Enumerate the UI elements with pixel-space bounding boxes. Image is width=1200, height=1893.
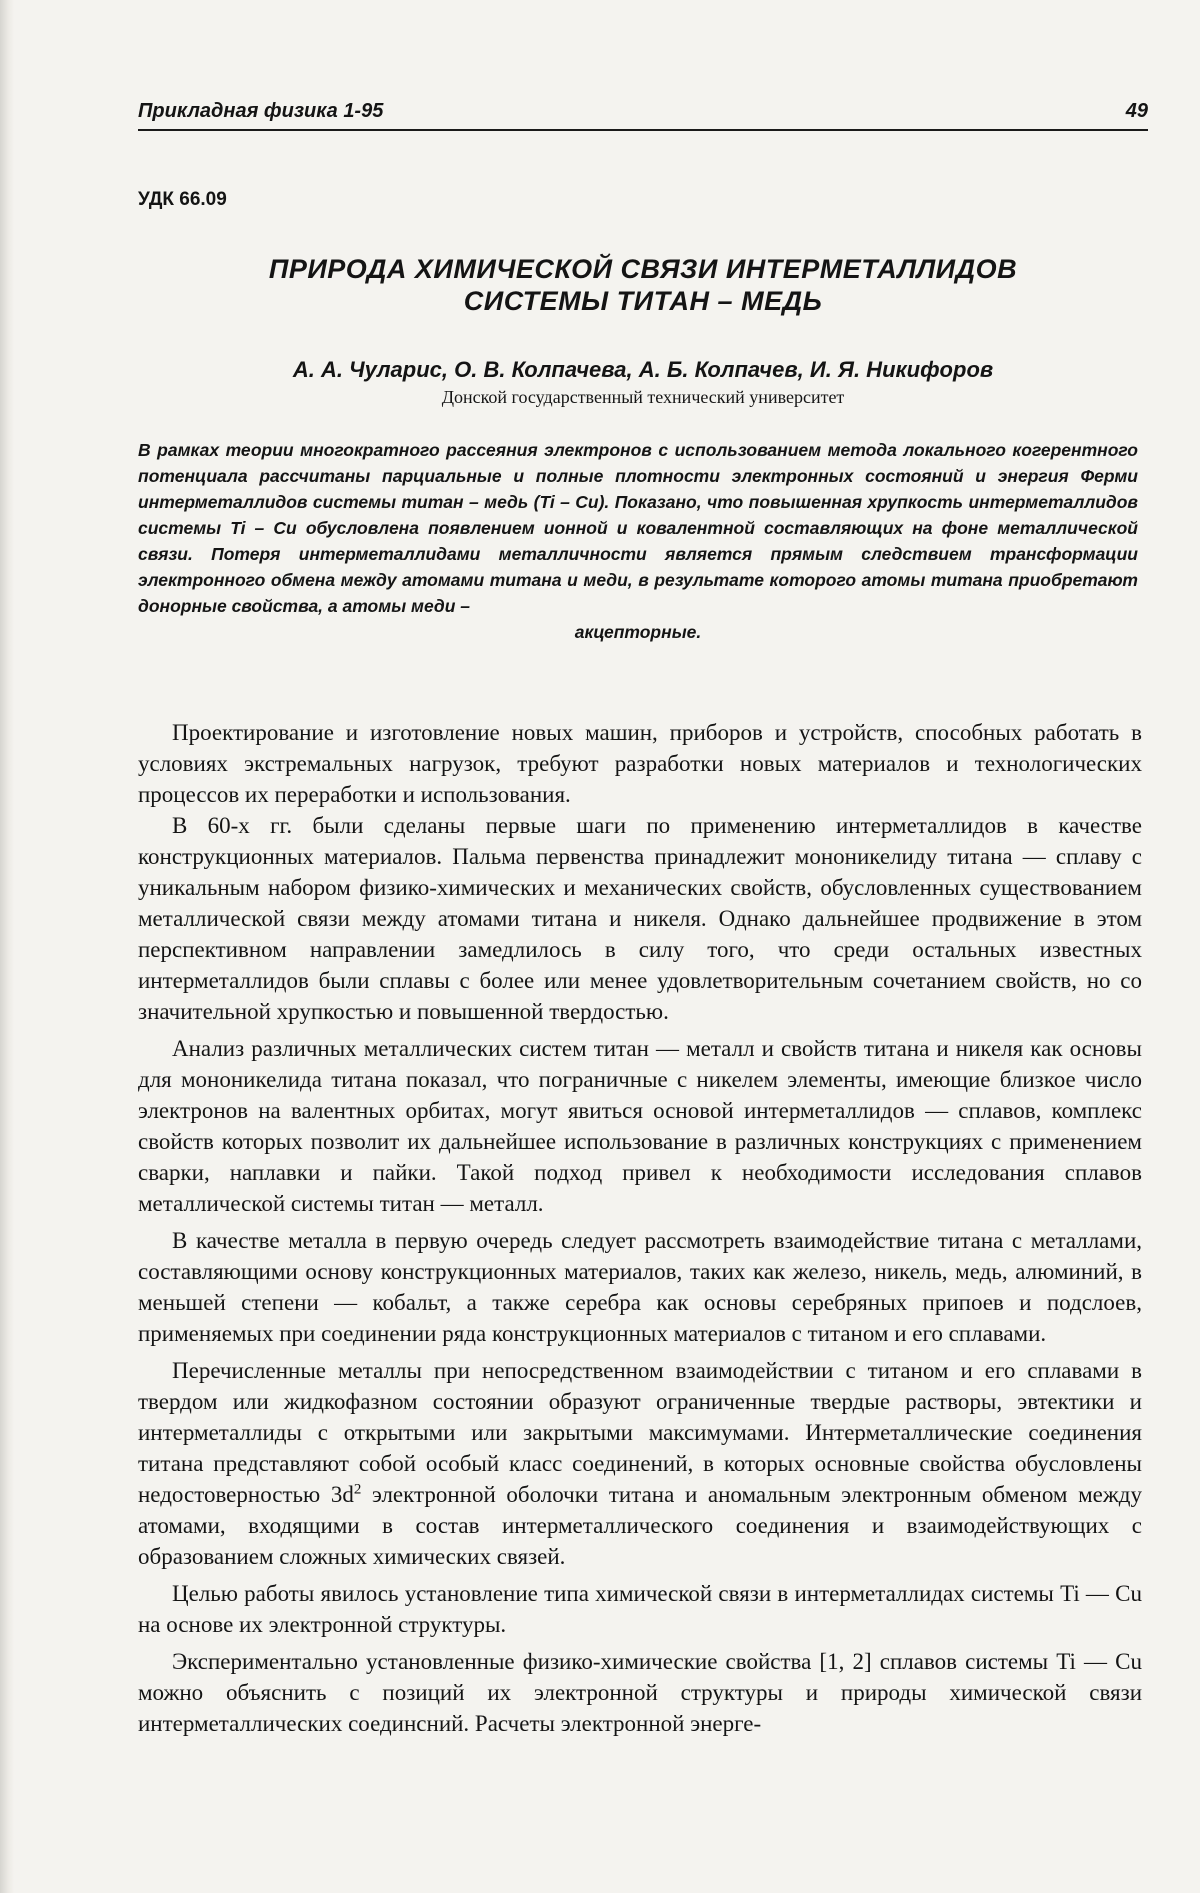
journal-name: Прикладная физика 1-95: [138, 100, 384, 122]
abstract: [138, 437, 1138, 645]
page-number: 49: [1125, 100, 1148, 122]
paragraph-5-text-cont: электронной оболочки титана и аномальным электронным обменом между атомами, входящими в состав интерметаллического соединения и взаимодействующих с образованием сложных химических связей.: [138, 1482, 1142, 1569]
page-edge-shadow: [0, 0, 14, 1893]
body-text: [138, 717, 1148, 1739]
paragraph-1: Проектирование и изготовление новых машин, приборов и устройств, способных работать в условиях экстремальных нагрузок, требуют разработки новых материалов и технологических процессов их переработки и использования.: [138, 720, 1142, 807]
udc-code: УДК 66.09: [138, 189, 227, 210]
paragraph-2: В 60-х гг. были сделаны первые шаги по применению интерметаллидов в качестве конструкционных материалов. Пальма первенства принадлежит мононикелиду титана — сплаву с уникальным набором физико-химических и механических свойств, обусловленных существованием металлической связи между атомами титана и никеля. Однако дальнейшее продвижение в этом перспективном направлении замедлилось в силу того, что среди остальных известных интерметаллидов были сплавы с более или менее удовлетворительным сочетанием свойств, но со значительной хрупкостью и повышенной твердостью.: [138, 813, 1142, 1024]
running-header: [138, 100, 1148, 131]
paragraph-5: [138, 1355, 1142, 1572]
abstract-last-line: акцепторные.: [574, 622, 702, 642]
title-line-1: ПРИРОДА ХИМИЧЕСКОЙ СВЯЗИ ИНТЕРМЕТАЛЛИДОВ: [268, 254, 1018, 284]
paragraph-6: Целью работы явилось установление типа химической связи в интерметаллидах системы Ti — Cu на основе их электронной структуры.: [138, 1581, 1142, 1637]
paragraph-3: Анализ различных металлических систем титан — металл и свойств титана и никеля как основы для мононикелида титана показал, что пограничные с никелем элементы, имеющие близкое число электронов на валентных орбитах, могут явиться основой интерметаллидов — сплавов, комплекс свойств которых позволит их дальнейшее использование в различных конструкциях с применением сварки, наплавки и пайки. Такой подход привел к необходимости исследования сплавов металлической системы титан — металл.: [138, 1036, 1142, 1216]
article-title: [138, 253, 1148, 317]
affiliation: Донской государственный технический университет: [441, 387, 845, 407]
authors: А. А. Чуларис, О. В. Колпачева, А. Б. Колпачев, И. Я. Никифоров: [292, 357, 994, 382]
paragraph-5-text: Перечисленные металлы при непосредственном взаимодействии с титаном и его сплавами в твердом или жидкофазном состоянии образуют ограниченные твердые растворы, эвтектики и интерметаллиды с открытыми или закрытыми максимумами. Интерметаллические соединения титана представляют собой особый класс соединений, в которых основные свойства обусловлены недостоверностью 3d: [138, 1358, 1142, 1507]
abstract-text: В рамках теории многократного рассеяния электронов с использованием метода локального когерентного потенциала рассчитаны парциальные и полные плотности электронных состояний и энергия Ферми интерметаллидов системы титан – медь (Ti – Cu). Показано, что повышенная хрупкость интерметаллидов системы Ti – Cu обусловлена появлением ионной и ковалентной составляющих на фоне металлической связи. Потеря интерметаллидами металличности является прямым следствием трансформации электронного обмена между атомами титана и меди, в результате которого атомы титана приобретают донорные свойства, а атомы меди –: [138, 440, 1138, 616]
paragraph-7: Экспериментально установленные физико-химические свойства [1, 2] сплавов системы Ti — Cu можно объяснить с позиций их электронной структуры и природы химической связи интерметаллических соединсний. Расчеты электронной энерге-: [138, 1649, 1142, 1736]
title-line-2: СИСТЕМЫ ТИТАН – МЕДЬ: [463, 286, 823, 316]
paper-page: [138, 100, 1148, 1739]
superscript: 2: [353, 1481, 362, 1498]
paragraph-4: В качестве металла в первую очередь следует рассмотреть взаимодействие титана с металлами, составляющими основу конструкционных материалов, таких как железо, никель, медь, алюминий, в меньшей степени — кобальт, а также серебра как основы серебряных припоев и подслоев, применяемых при соединении ряда конструкционных материалов с титаном и его сплавами.: [138, 1228, 1142, 1346]
